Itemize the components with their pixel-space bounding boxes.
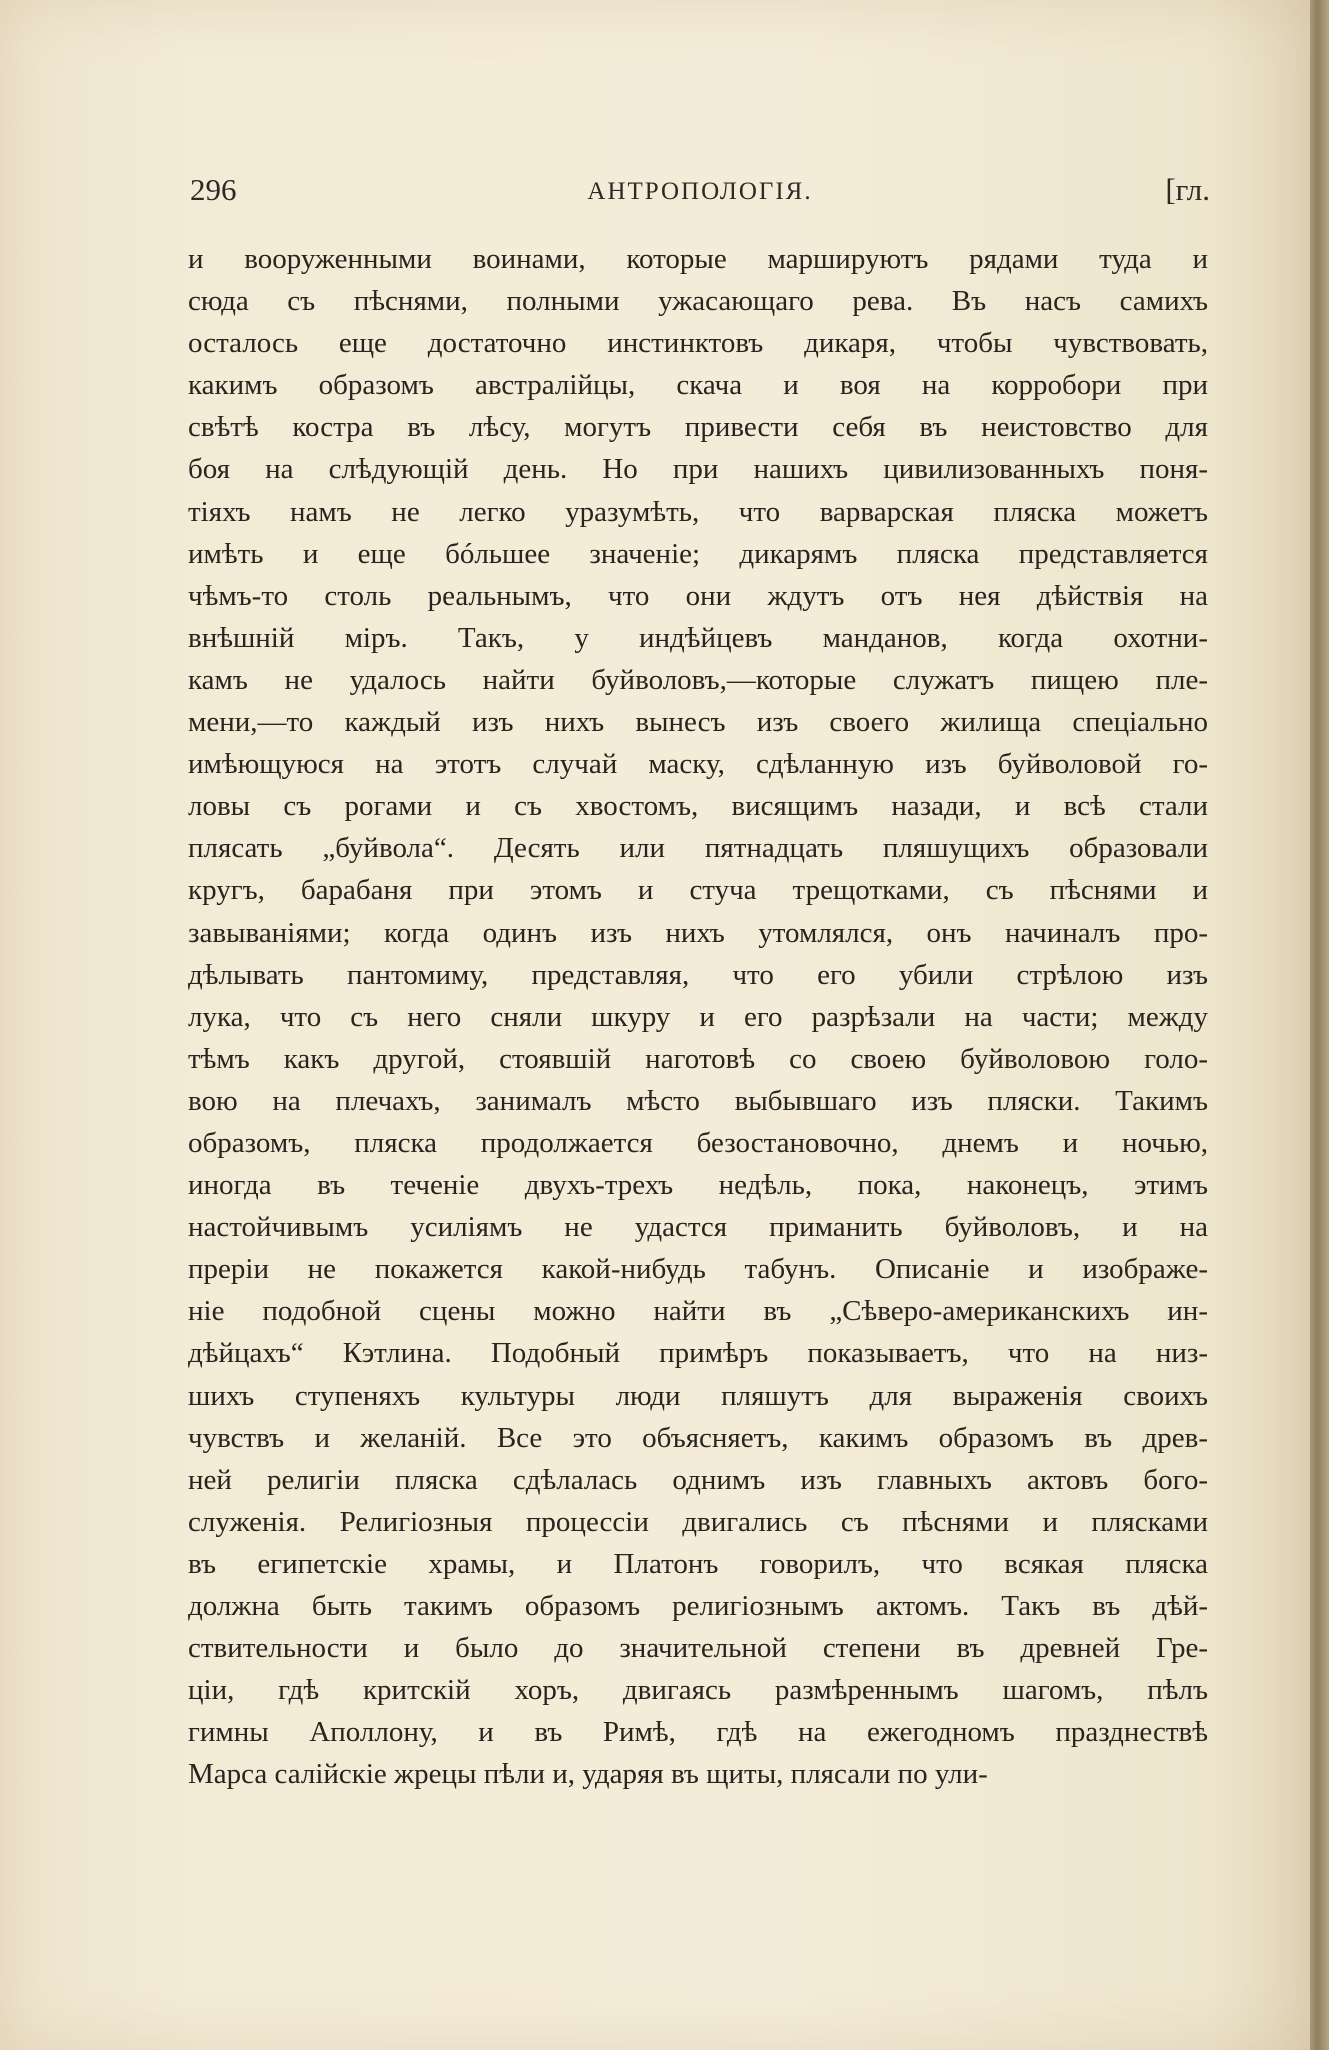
running-head: АНТРОПОЛОГIЯ.: [587, 178, 813, 205]
page-header: [190, 172, 1210, 222]
text-line: сюда съ пѣснями, полными ужасающаго рева. Въ насъ самихъ: [188, 285, 1208, 318]
text-line: кругъ, барабаня при этомъ и стуча трещотками, съ пѣснями и: [188, 874, 1208, 907]
text-line: образомъ, пляска продолжается безостановочно, днемъ и ночью,: [188, 1126, 1208, 1159]
text-line: боя на слѣдующiй день. Но при нашихъ цивилизованныхъ поня-: [188, 453, 1208, 486]
text-line: должна быть такимъ образомъ религiознымъ актомъ. Такъ въ дѣй-: [188, 1590, 1208, 1622]
text-line: цiи, гдѣ критскiй хоръ, двигаясь размѣреннымъ шагомъ, пѣлъ: [188, 1674, 1208, 1707]
text-line: чувствъ и желанiй. Все это объясняетъ, какимъ образомъ въ древ-: [188, 1421, 1208, 1454]
text-line: плясать „буйвола“. Десять или пятнадцать пляшущихъ образовали: [188, 832, 1208, 865]
text-line: свѣтѣ костра въ лѣсу, могутъ привести себя въ неистовство для: [188, 411, 1208, 444]
text-line: ней религiи пляска сдѣлалась однимъ изъ главныхъ актовъ бого-: [188, 1463, 1208, 1496]
text-line: какимъ образомъ австралiйцы, скача и воя на корробори при: [188, 369, 1208, 402]
text-line: камъ не удалось найти буйволовъ,—которые служатъ пищею пле-: [188, 663, 1208, 696]
text-line: Марса салiйскiе жрецы пѣли и, ударяя въ щиты, плясали по ули-: [188, 1758, 988, 1791]
text-line: лука, что съ него сняли шкуру и его разрѣзали на части; между: [188, 1000, 1208, 1033]
body-text: [188, 238, 1208, 1795]
text-line: завыванiями; когда одинъ изъ нихъ утомлялся, онъ начиналъ про-: [188, 916, 1208, 949]
text-line: ствительности и было до значительной степени въ древней Гре-: [188, 1632, 1208, 1665]
text-line: тiяхъ намъ не легко уразумѣть, что варварская пляска можетъ: [188, 495, 1208, 528]
text-line: имѣющуюся на этотъ случай маску, сдѣланную изъ буйволовой го-: [188, 748, 1208, 781]
text-line: настойчивымъ усилiямъ не удастся приманить буйволовъ, и на: [188, 1211, 1208, 1244]
text-line: служенiя. Религiозныя процессiи двигались съ пѣснями и плясками: [188, 1505, 1208, 1538]
text-line: иногда въ теченiе двухъ-трехъ недѣль, пока, наконецъ, этимъ: [188, 1169, 1208, 1202]
text-line: нiе подобной сцены можно найти въ „Сѣверо-американскихъ ин-: [188, 1295, 1208, 1328]
text-line: тѣмъ какъ другой, стоявшiй наготовѣ со своею буйволовою голо-: [188, 1042, 1208, 1075]
text-line: имѣть и еще бóльшее значенiе; дикарямъ пляска представляется: [188, 537, 1208, 570]
text-line: ловы съ рогами и съ хвостомъ, висящимъ назади, и всѣ стали: [188, 790, 1208, 823]
text-line: прерiи не покажется какой-нибудь табунъ. Описанiе и изображе-: [188, 1253, 1208, 1286]
text-line: осталось еще достаточно инстинктовъ дикаря, чтобы чувствовать,: [188, 327, 1208, 360]
text-line: дѣлывать пантомиму, представляя, что его убили стрѣлою изъ: [188, 958, 1208, 991]
chapter-reference: [гл.: [1165, 172, 1210, 207]
text-line: дѣйцахъ“ Кэтлина. Подобный примѣръ показываетъ, что на низ-: [188, 1337, 1208, 1370]
text-line: внѣшнiй мiръ. Такъ, у индѣйцевъ манданов, когда охотни-: [188, 621, 1208, 654]
page-number: 296: [190, 172, 237, 207]
text-line: мени,—то каждый изъ нихъ вынесъ изъ своего жилища спецiально: [188, 706, 1208, 739]
book-edge: [1310, 0, 1329, 2050]
text-line: вою на плечахъ, занималъ мѣсто выбывшаго изъ пляски. Такимъ: [188, 1084, 1208, 1117]
text-line: и вооруженными воинами, которые маршируютъ рядами туда и: [188, 243, 1208, 275]
text-line: въ египетскiе храмы, и Платонъ говорилъ, что всякая пляска: [188, 1547, 1208, 1580]
text-line: гимны Аполлону, и въ Римѣ, гдѣ на ежегодномъ празднествѣ: [188, 1716, 1208, 1749]
text-line: шихъ ступеняхъ культуры люди пляшутъ для выраженiя своихъ: [188, 1379, 1208, 1412]
text-line: чѣмъ-то столь реальнымъ, что они ждутъ отъ нея дѣйствiя на: [188, 579, 1208, 612]
